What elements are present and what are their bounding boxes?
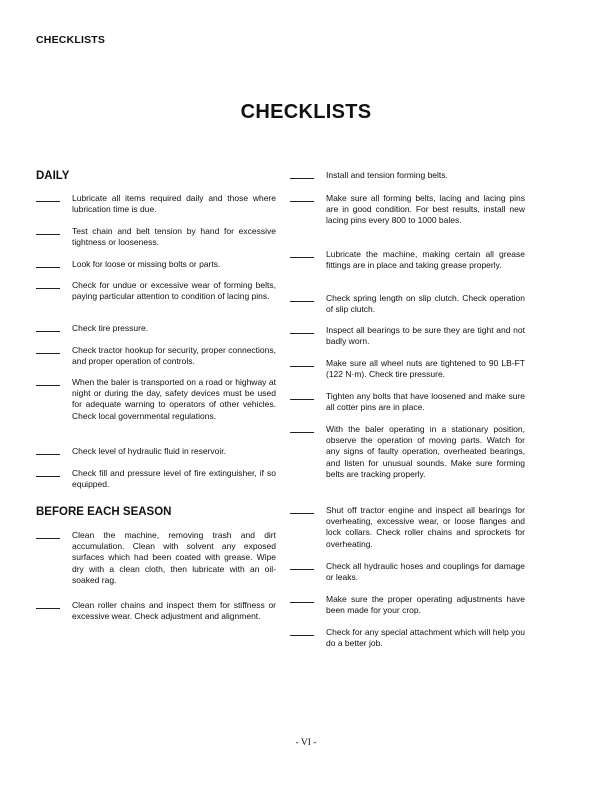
check-blank[interactable] [290,257,314,258]
checklist-text: Check for undue or excessive wear of forming belts, paying particular attention to condition of lacing pins. [72,280,276,302]
check-blank[interactable] [290,301,314,302]
checklist-text: Make sure all wheel nuts are tightened to 90 LB-FT (122 N·m). Check tire pressure. [326,358,525,380]
checklist-text: Test chain and belt tension by hand for excessive tightness or looseness. [72,226,276,248]
daily-heading: DAILY [36,170,70,182]
checklist-text: Install and tension forming belts. [326,170,448,180]
check-blank[interactable] [36,538,60,539]
checklist-item [290,594,525,616]
checklist-text: Shut off tractor engine and inspect all bearings for overheating, excessive wear, or loose flanges and lock collars. Check roller chains and sprockets for overheating. [326,505,525,549]
check-blank[interactable] [36,331,60,332]
checklist-text: Check tractor hookup for security, proper connections, and proper operation of controls. [72,345,276,367]
check-blank[interactable] [290,569,314,570]
checklist-text: Tighten any bolts that have loosened and make sure all cotter pins are in place. [326,391,525,413]
check-blank[interactable] [36,353,60,354]
check-blank[interactable] [290,399,314,400]
checklist-text: Check for any special attachment which will help you do a better job. [326,627,525,649]
checklist-item [290,627,525,649]
checklist-item [36,377,276,422]
check-blank[interactable] [290,333,314,334]
checklist-text: Check all hydraulic hoses and couplings for damage or leaks. [326,561,525,583]
check-blank[interactable] [290,366,314,367]
check-blank[interactable] [36,267,60,268]
check-blank[interactable] [36,608,60,609]
check-blank[interactable] [36,234,60,235]
checklist-item [290,358,525,380]
checklist-text: Make sure the proper operating adjustments have been made for your crop. [326,594,525,616]
before-season-heading: BEFORE EACH SEASON [36,506,172,518]
checklist-text: Lubricate all items required daily and those where lubrication time is due. [72,193,276,215]
checklist-item [36,193,276,215]
check-blank[interactable] [36,201,60,202]
checklist-text: Clean the machine, removing trash and dirt accumulation. Clean with solvent any exposed surfaces which had been coated with grease. Wipe dry with a clean cloth, then lubricate with an oil-soaked rag. [72,530,276,585]
check-blank[interactable] [290,432,314,433]
checklist-item [36,345,276,367]
checklist-item [36,468,276,490]
checklist-item [290,325,525,347]
check-blank[interactable] [36,288,60,289]
checklist-item [290,170,525,181]
checklist-item [36,446,276,457]
running-head: CHECKLISTS [36,34,106,46]
checklist-item [290,249,525,271]
checklist-item [290,293,525,315]
check-blank[interactable] [290,513,314,514]
checklist-text: Inspect all bearings to be sure they are tight and not badly worn. [326,325,525,347]
page-title: CHECKLISTS [240,101,372,123]
check-blank[interactable] [290,178,314,179]
check-blank[interactable] [36,385,60,386]
page-number: - VI - [295,738,317,748]
checklist-text: With the baler operating in a stationary position, observe the operation of moving parts. Watch for any signs of faulty operation, overheated bearings, and listen for unusual sounds. Make sure forming belts are tracking properly. [326,424,525,479]
checklist-item [36,259,276,270]
check-blank[interactable] [36,476,60,477]
check-blank[interactable] [290,635,314,636]
checklist-item [290,424,525,480]
checklist-text: Check level of hydraulic fluid in reservoir. [72,446,227,456]
checklist-text: Make sure all forming belts, lacing and lacing pins are in good condition. For best results, install new lacing pins every 800 to 1000 bales. [326,193,525,226]
checklist-text: When the baler is transported on a road or highway at night or during the day, safety devices must be used for adequate warning to operators of other vehicles. Check local governmental regulations. [72,377,276,421]
checklist-item [290,505,525,550]
checklist-text: Clean roller chains and inspect them for stiffness or excessive wear. Check adjustment and alignment. [72,600,276,622]
check-blank[interactable] [290,602,314,603]
checklist-item [36,600,276,622]
checklist-item [290,391,525,413]
checklist-text: Check spring length on slip clutch. Check operation of slip clutch. [326,293,525,315]
checklist-text: Check tire pressure. [72,323,149,333]
checklist-text: Look for loose or missing bolts or parts. [72,259,221,269]
checklist-text: Lubricate the machine, making certain all grease fittings are in place and taking grease properly. [326,249,525,271]
checklist-item [36,323,276,334]
checklist-item [36,280,276,302]
checklist-item [290,561,525,583]
checklist-text: Check fill and pressure level of fire extinguisher, if so equipped. [72,468,276,490]
check-blank[interactable] [36,454,60,455]
checklist-item [36,530,276,586]
checklist-item [36,226,276,248]
checklist-item [290,193,525,227]
check-blank[interactable] [290,201,314,202]
